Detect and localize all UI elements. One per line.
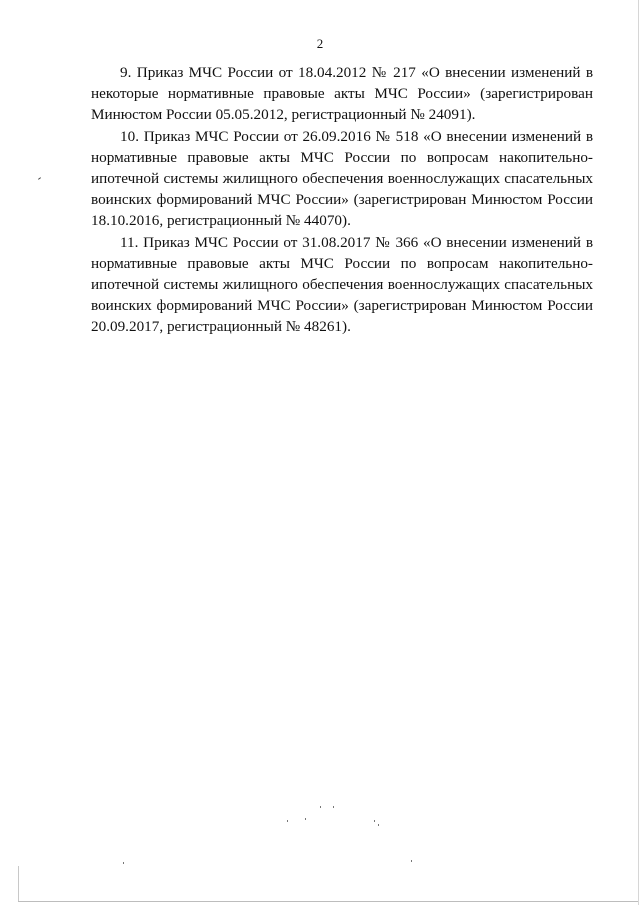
page-number: 2 — [316, 36, 324, 51]
scan-border-left — [18, 866, 19, 902]
scan-border-bottom — [18, 901, 638, 902]
list-item-11: 11. Приказ МЧС России от 31.08.2017 № 366 «О внесении изменений в нормативные правовые акты МЧС России по вопросам накопительно-ипотечной системы жилищного обеспечения военнослужащих спасательных воинских формирований МЧС России» (зарегистрирован Минюстом России 20.09.2017, регистрационный № 48261). — [91, 233, 593, 336]
list-item-9: 9. Приказ МЧС России от 18.04.2012 № 217 «О внесении изменений в некоторые нормативные правовые акты МЧС России» (зарегистрирован Минюстом России 05.05.2012, регистрационный № 24091). — [91, 64, 593, 124]
scan-mark — [38, 177, 41, 180]
scan-border-right — [638, 0, 639, 905]
list-item-10: 10. Приказ МЧС России от 26.09.2016 № 518 «О внесении изменений в нормативные правовые акты МЧС России по вопросам накопительно-ипотечной системы жилищного обеспечения военнослужащих спасательных воинских формирований МЧС России» (зарегистрирован Минюстом России 18.10.2016, регистрационный № 44070). — [91, 127, 593, 230]
document-body — [91, 62, 593, 338]
